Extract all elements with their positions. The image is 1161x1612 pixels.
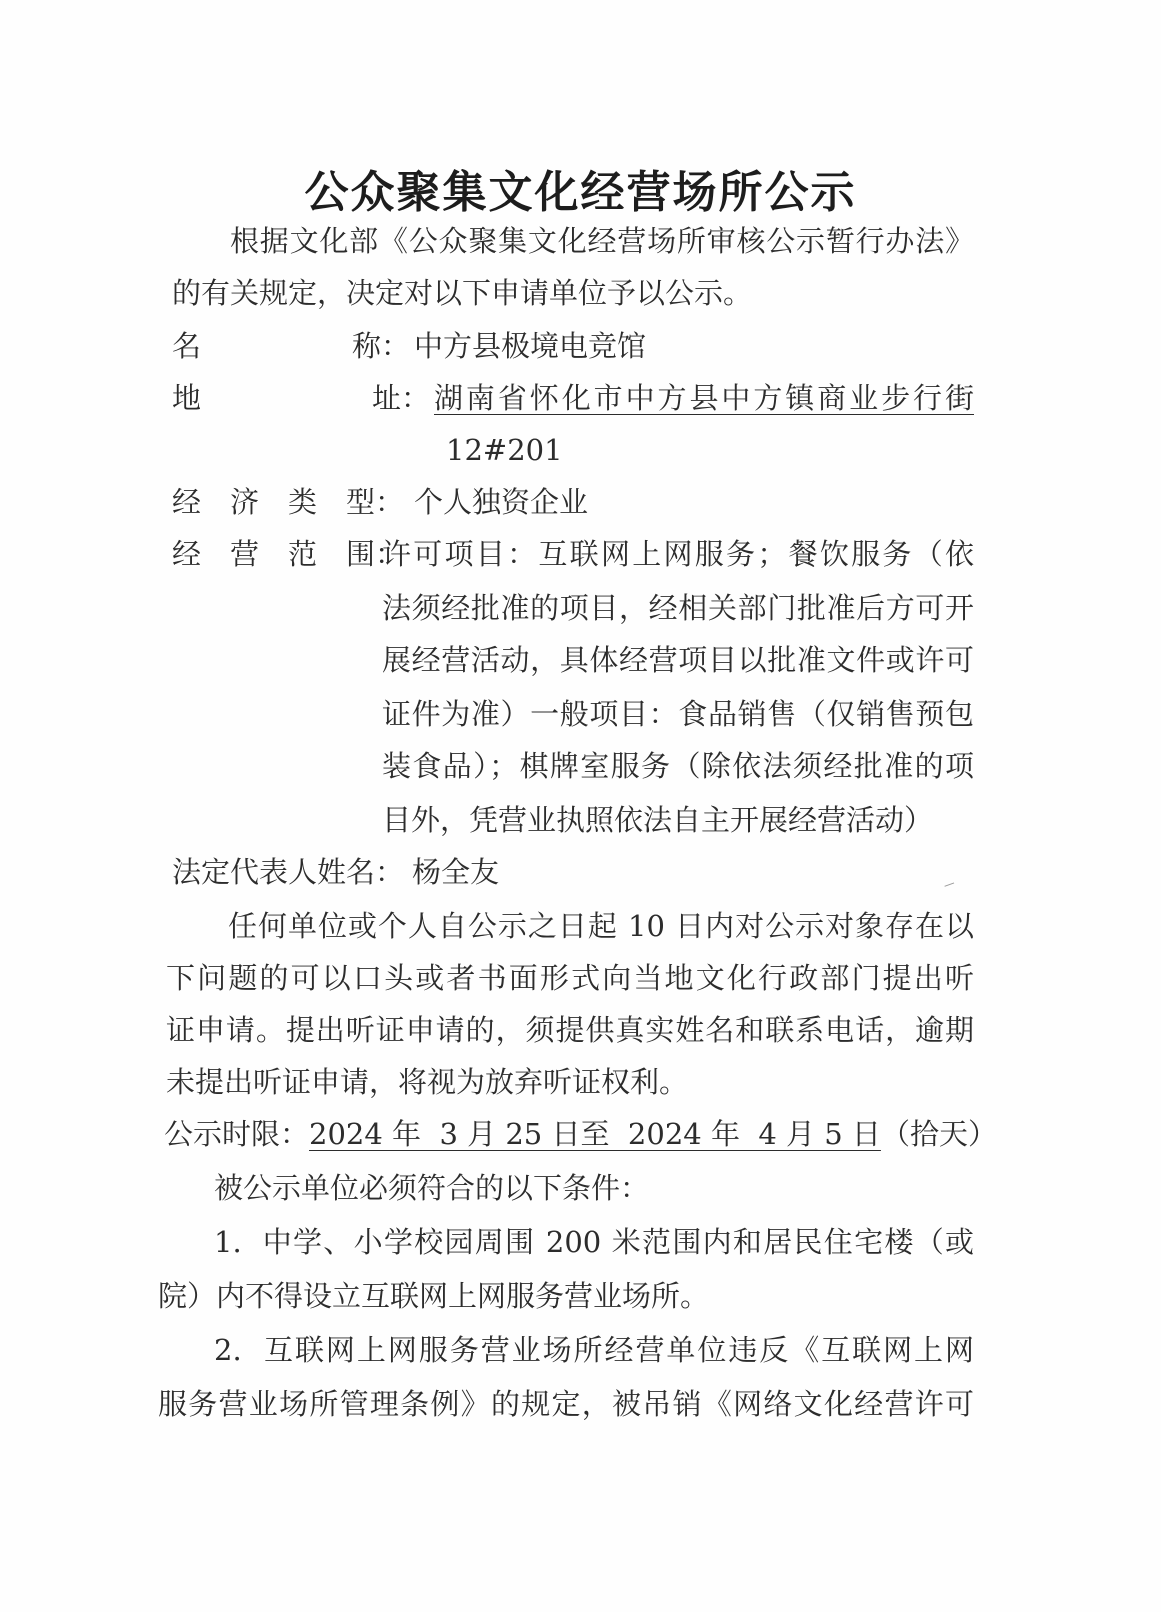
condition-2-line-1-text: 2. 互联网上网服务营业场所经营单位违反《互联网上网 [214,1333,974,1367]
notice-line-3-text: 证申请。提出听证申请的，须提供真实姓名和联系电话，逾期 [166,1013,974,1047]
period-row [164,1114,997,1154]
economic-type-value: 个人独资企业 [414,485,589,519]
legal-rep-value: 杨全友 [412,855,500,889]
condition-2-line-1 [214,1330,974,1370]
business-scope-line-3 [382,640,974,680]
name-label-a: 名 [172,329,202,363]
condition-2-line-2 [158,1384,974,1424]
economic-type-label: 经 济 类 型： [172,485,405,519]
business-scope-line-5 [382,746,974,786]
name-label-b: 称： [352,329,411,363]
business-scope-line-6: 目外，凭营业执照依法自主开展经营活动） [382,803,934,837]
business-scope-line-5-text: 装食品）；棋牌室服务（除依法须经批准的项 [382,749,974,783]
intro-line-1 [230,221,974,261]
intro-line-2: 的有关规定，决定对以下申请单位予以公示。 [172,276,753,310]
condition-2-line-2-text: 服务营业场所管理条例》的规定，被吊销《网络文化经营许可 [158,1387,974,1421]
period-label: 公示时限： [164,1117,310,1151]
address-value-line-2: 12#201 [446,433,563,467]
address-label-b: 址： [372,381,431,415]
business-scope-line-4-text: 证件为准）一般项目：食品销售（仅销售预包 [382,697,974,731]
business-scope-line-1 [382,534,974,574]
notice-line-1-text: 任何单位或个人自公示之日起 10 日内对公示对象存在以 [228,909,974,943]
business-scope-label: 经 营 范 围： [172,537,405,571]
notice-line-3 [166,1010,974,1050]
intro-line-1-text: 根据文化部《公众聚集文化经营场所审核公示暂行办法》 [230,224,974,258]
business-scope-line-4 [382,694,974,734]
address-value-line-1 [434,378,974,418]
paper-speck [944,882,955,890]
address-label-a: 地 [172,381,202,415]
business-scope-line-1-text: 许可项目：互联网上网服务；餐饮服务（依 [382,537,974,571]
business-scope-line-2 [382,588,974,628]
condition-1-line-2: 院）内不得设立互联网上网服务营业场所。 [158,1279,710,1313]
page-title: 公众聚集文化经营场所公示 [304,167,857,218]
notice-line-1 [228,906,974,946]
notice-line-2 [166,958,974,998]
condition-1-line-1 [214,1222,974,1262]
name-value: 中方县极境电竞馆 [414,329,647,363]
notice-line-2-text: 下问题的可以口头或者书面形式向当地文化行政部门提出听 [166,961,974,995]
period-value: 2024 年 3 月 25 日至 2024 年 4 月 5 日 [309,1117,881,1151]
period-suffix: （拾天） [880,1117,997,1151]
legal-rep-label: 法定代表人姓名： [172,855,405,889]
business-scope-line-3-text: 展经营活动，具体经营项目以批准文件或许可 [382,643,974,677]
conditions-heading: 被公示单位必须符合的以下条件： [214,1171,650,1205]
business-scope-line-2-text: 法须经批准的项目，经相关部门批准后方可开 [382,591,974,625]
address-value-line-1-text: 湖南省怀化市中方县中方镇商业步行街 [434,381,974,415]
notice-line-4: 未提出听证申请，将视为放弃听证权利。 [166,1065,689,1099]
condition-1-line-1-text: 1. 中学、小学校园周围 200 米范围内和居民住宅楼（或 [214,1225,974,1259]
